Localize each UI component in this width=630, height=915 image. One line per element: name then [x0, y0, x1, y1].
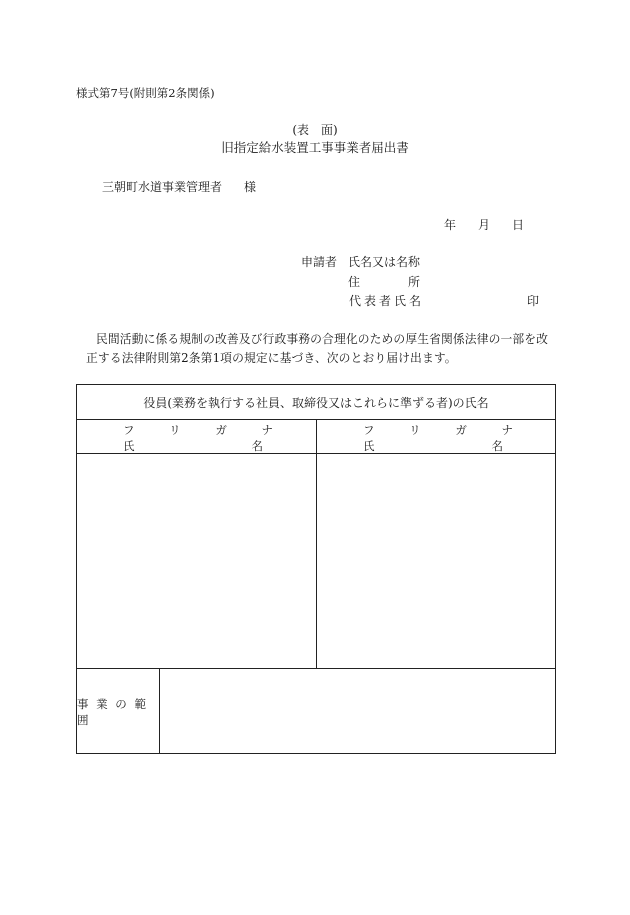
- applicant-name-label: 氏名又は名称: [348, 255, 421, 269]
- date-line: [444, 218, 524, 232]
- furigana-char: フ: [363, 423, 375, 437]
- officer-table-header: 役員(業務を執行する社員、取締役又はこれらに準ずる者)の氏名: [77, 385, 555, 420]
- addressee: [102, 180, 256, 194]
- furigana-name-header-left: [77, 420, 317, 454]
- furigana-char: リ: [169, 423, 181, 437]
- officer-names-field-right[interactable]: [317, 454, 555, 668]
- name-char: 名: [251, 439, 263, 453]
- form-number: 様式第7号(附則第2条関係): [76, 86, 215, 100]
- applicant-label: 申請者: [301, 255, 338, 269]
- furigana-char: リ: [409, 423, 421, 437]
- addressee-honorific: 様: [244, 180, 257, 194]
- date-day: 日: [512, 218, 525, 232]
- furigana-char: ナ: [261, 423, 273, 437]
- furigana-char: ナ: [501, 423, 513, 437]
- name-char: 氏: [363, 439, 375, 453]
- officer-table: [76, 384, 556, 754]
- address-char: 住: [348, 275, 361, 289]
- furigana-name-header-right: [317, 420, 555, 454]
- business-scope-row: [77, 668, 555, 754]
- furigana-char: ガ: [455, 423, 467, 437]
- business-scope-label: 事 業 の 範 囲: [77, 669, 160, 754]
- furigana-char: フ: [123, 423, 135, 437]
- applicant-address-label: [348, 275, 420, 289]
- seal-mark: 印: [527, 294, 540, 308]
- name-label: [123, 438, 263, 454]
- date-month: 月: [478, 218, 491, 232]
- furigana-label: [363, 422, 513, 438]
- furigana-label: [123, 422, 273, 438]
- name-char: 氏: [123, 439, 135, 453]
- name-char: 名: [491, 439, 503, 453]
- addressee-name: 三朝町水道事業管理者: [102, 180, 223, 194]
- furigana-char: ガ: [215, 423, 227, 437]
- name-label: [363, 438, 503, 454]
- document-title: 旧指定給水装置工事事業者届出書: [221, 140, 409, 155]
- representative-name-label: 代表者氏名: [349, 294, 425, 308]
- declaration-text: 民間活動に係る規制の改善及び行政事務の合理化のための厚生省関係法律の一部を改正する法律附則第2条第1項の規定に基づき、次のとおり届け出ます。: [86, 332, 549, 365]
- date-year: 年: [444, 218, 457, 232]
- officer-names-field-left[interactable]: [77, 454, 317, 668]
- business-scope-field[interactable]: [160, 669, 555, 754]
- address-char: 所: [407, 275, 420, 289]
- side-label: (表 面): [292, 123, 338, 137]
